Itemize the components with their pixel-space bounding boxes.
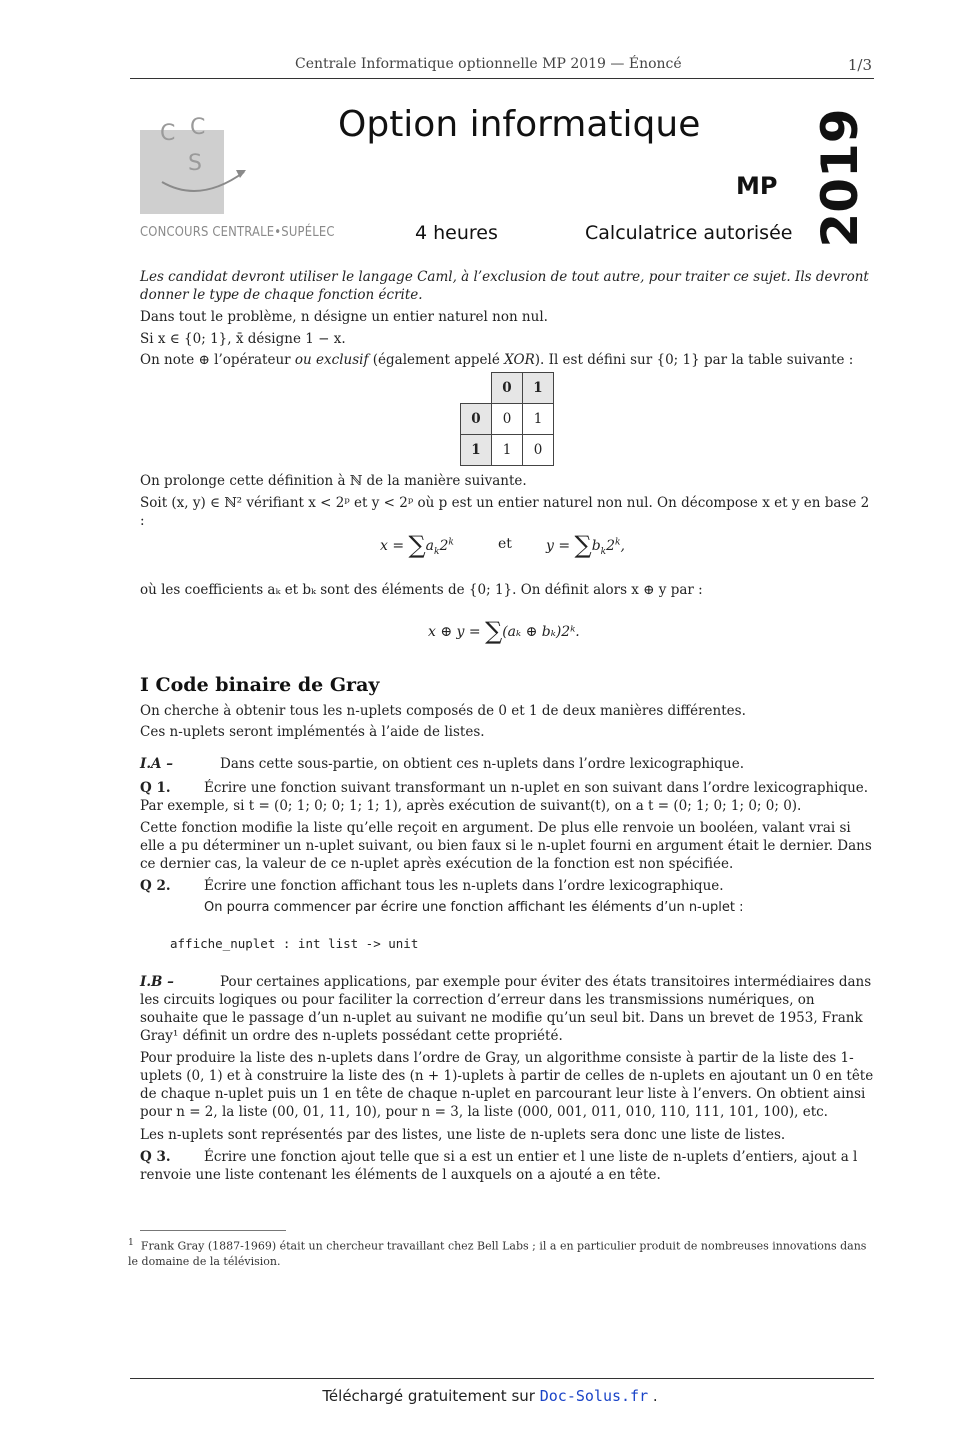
section-title: I Code binaire de Gray (140, 674, 380, 696)
section-intro-2: Ces n-uplets seront implémentés à l’aide de listes. (140, 724, 485, 740)
formula-x-lhs: x = (380, 538, 405, 554)
subpart-label: I.B – (140, 974, 174, 990)
lists-note: Les n-uplets sont représentés par des listes, une liste de n-uplets sera donc une liste de listes. (140, 1127, 786, 1143)
xor-intro-c: (également appelé (372, 352, 500, 368)
footer-link[interactable]: Doc-Solus.fr (539, 1387, 649, 1405)
running-header (130, 56, 874, 79)
subpart-text: Pour certaines applications, par exemple pour éviter des états transitoires intermédiaires dans les circuits logiques ou pour faciliter la correction d’erreur dans les transmissions numériques, on souhaite que le passage d’un n-uplet au suivant ne modifie qu’un seul bit. Dans un brevet de 1953, Frank Gray¹ définit un ordre des n-uplets possédant cette propriété. (140, 974, 872, 1044)
subpart-ib (140, 973, 874, 1045)
question-label: Q 2. (140, 878, 171, 894)
instructions: Les candidat devront utiliser le langage Caml, à l’exclusion de tout autre, pour traiter ce sujet. Ils devront donner le type de chaque fonction écrite. (140, 269, 869, 303)
footnote-text: Frank Gray (1887-1969) était un chercheur travaillant chez Bell Labs ; il a en particulier produit de nombreuses innovations dans le domaine de la télévision. (128, 1239, 867, 1268)
exam-duration: 4 heures (415, 222, 498, 244)
exam-title: Option informatique (338, 104, 701, 145)
footnote-rule (140, 1230, 286, 1231)
subpart-text: Dans cette sous-partie, on obtient ces n-uplets dans l’ordre lexicographique. (220, 756, 745, 772)
question-text: Écrire une fonction ajout telle que si a est un entier et l une liste de n-uplets d’entiers, ajout a l renvoie une liste contenant les éléments de l auxquels on a ajouté a en tête. (140, 1149, 858, 1183)
footnote-mark: 1 (128, 1237, 134, 1248)
section-intro-1: On cherche à obtenir tous les n-uplets composés de 0 et 1 de deux manières différentes. (140, 703, 746, 719)
footer-rule (130, 1378, 874, 1379)
calculator-note: Calculatrice autorisée (585, 222, 793, 244)
svg-text:C: C (160, 121, 176, 146)
table-corner (461, 373, 492, 404)
centrale-supelec-logo (140, 112, 335, 247)
coefficients-line: où les coefficients aₖ et bₖ sont des éléments de {0; 1}. On définit alors x ⊕ y par : (140, 582, 703, 598)
table-cell: 0 (523, 435, 554, 466)
intro-line-n: Dans tout le problème, n désigne un entier naturel non nul. (140, 309, 548, 325)
formula-y: $y = \sum b_k2^k$, (546, 531, 625, 559)
footer (0, 1387, 980, 1405)
xor-truth-table (460, 372, 554, 466)
footer-text: Téléchargé gratuitement sur (322, 1387, 535, 1405)
table-cell: 0 (492, 404, 523, 435)
svg-text:C: C (190, 115, 206, 140)
formula-x-rhs: a (425, 538, 435, 554)
formula-xor-lhs: x ⊕ y = (428, 624, 481, 640)
table-cell: 1 (492, 435, 523, 466)
xor-intro-a: On note ⊕ l’opérateur (140, 352, 291, 368)
table-row-header: 0 (461, 404, 492, 435)
code-signature: affiche_nuplet : int list -> unit (170, 936, 419, 951)
gray-algorithm: Pour produire la liste des n-uplets dans l’ordre de Gray, un algorithme consiste à partir de la liste des 1-uplets (0, 1) et à construire la liste des (n + 1)-uplets à partir de celles de n-uplets en ajoutant un 0 en tête de chaque n-uplet puis un 1 en tête de chaque n-uplet en parcourant leur liste à l’envers. On obtient ainsi pour n = 2, la liste (00, 01, 11, 10), pour n = 3, la liste (000, 001, 011, 010, 110, 111, 101, 100), etc. (140, 1050, 874, 1120)
extension-line: On prolonge cette définition à ℕ de la manière suivante. (140, 473, 527, 489)
filiere-label: MP (736, 172, 778, 200)
page-number: 1/3 (847, 56, 872, 74)
formula-xor-rhs: (aₖ ⊕ bₖ)2ᵏ. (502, 624, 580, 640)
table-col-header: 0 (492, 373, 523, 404)
sum-symbol: ∑ (408, 531, 426, 559)
question-1 (140, 779, 874, 815)
svg-text:S: S (188, 151, 202, 176)
question-1-details: Cette fonction modifie la liste qu’elle reçoit en argument. De plus elle renvoie un booléen, valant vrai si elle a pu déterminer un n-uplet suivant, ou bien faux si le n-uplet fourni en argument était le dernier. Dans ce dernier cas, la valeur de ce n-uplet après exécution de la fonction est non spécifiée. (140, 820, 872, 872)
question-label: Q 3. (140, 1149, 171, 1165)
xor-intro-e: ). Il est défini sur {0; 1} par la table suivante : (534, 352, 854, 368)
formula-separator: et (498, 536, 512, 552)
formula-y-rhs: b (591, 538, 601, 554)
intro-line-xor (140, 351, 874, 369)
xor-intro-d: XOR (504, 352, 535, 368)
table-cell: 1 (523, 404, 554, 435)
exam-year-text: 2019 (811, 108, 869, 248)
running-title: Centrale Informatique optionnelle MP 2019 — Énoncé (295, 56, 682, 72)
question-text: Écrire une fonction suivant transformant un n-uplet en son suivant dans l’ordre lexicographique. Par exemple, si t = (0; 1; 0; 0; 1; 1; 1), après exécution de suivant(t), on a t = (0; 1; 0; 1; 0; 0; 0). (140, 780, 869, 814)
intro-line-complement: Si x ∈ {0; 1}, x̄ désigne 1 − x. (140, 331, 346, 347)
question-3 (140, 1148, 874, 1184)
sum-symbol: ∑ (485, 617, 503, 645)
question-2-hint: On pourra commencer par écrire une fonction affichant les éléments d’un n-uplet : (204, 900, 744, 915)
footer-end: . (652, 1387, 658, 1405)
formula-y-lhs: y = (546, 538, 571, 554)
exam-year (800, 108, 880, 248)
subpart-label: I.A – (140, 756, 173, 772)
sum-symbol: ∑ (574, 531, 592, 559)
logo-graphic (140, 112, 250, 222)
formula-xor (428, 614, 580, 645)
table-col-header: 1 (523, 373, 554, 404)
xor-intro-b: ou exclusif (294, 352, 369, 368)
table-row-header: 1 (461, 435, 492, 466)
subpart-ia (140, 755, 874, 773)
formula-x: $x = \sum a_k2^k$ (380, 531, 454, 559)
question-text: Écrire une fonction affichant tous les n-uplets dans l’ordre lexicographique. (204, 878, 724, 894)
footnote (128, 1235, 874, 1269)
logo-text: CONCOURS CENTRALE•SUPÉLEC (140, 224, 335, 240)
question-label: Q 1. (140, 780, 171, 796)
question-2 (140, 877, 874, 895)
decomposition-line: Soit (x, y) ∈ ℕ² vérifiant x < 2ᵖ et y < 2ᵖ où p est un entier naturel non nul. On décompose x et y en base 2 : (140, 495, 870, 529)
